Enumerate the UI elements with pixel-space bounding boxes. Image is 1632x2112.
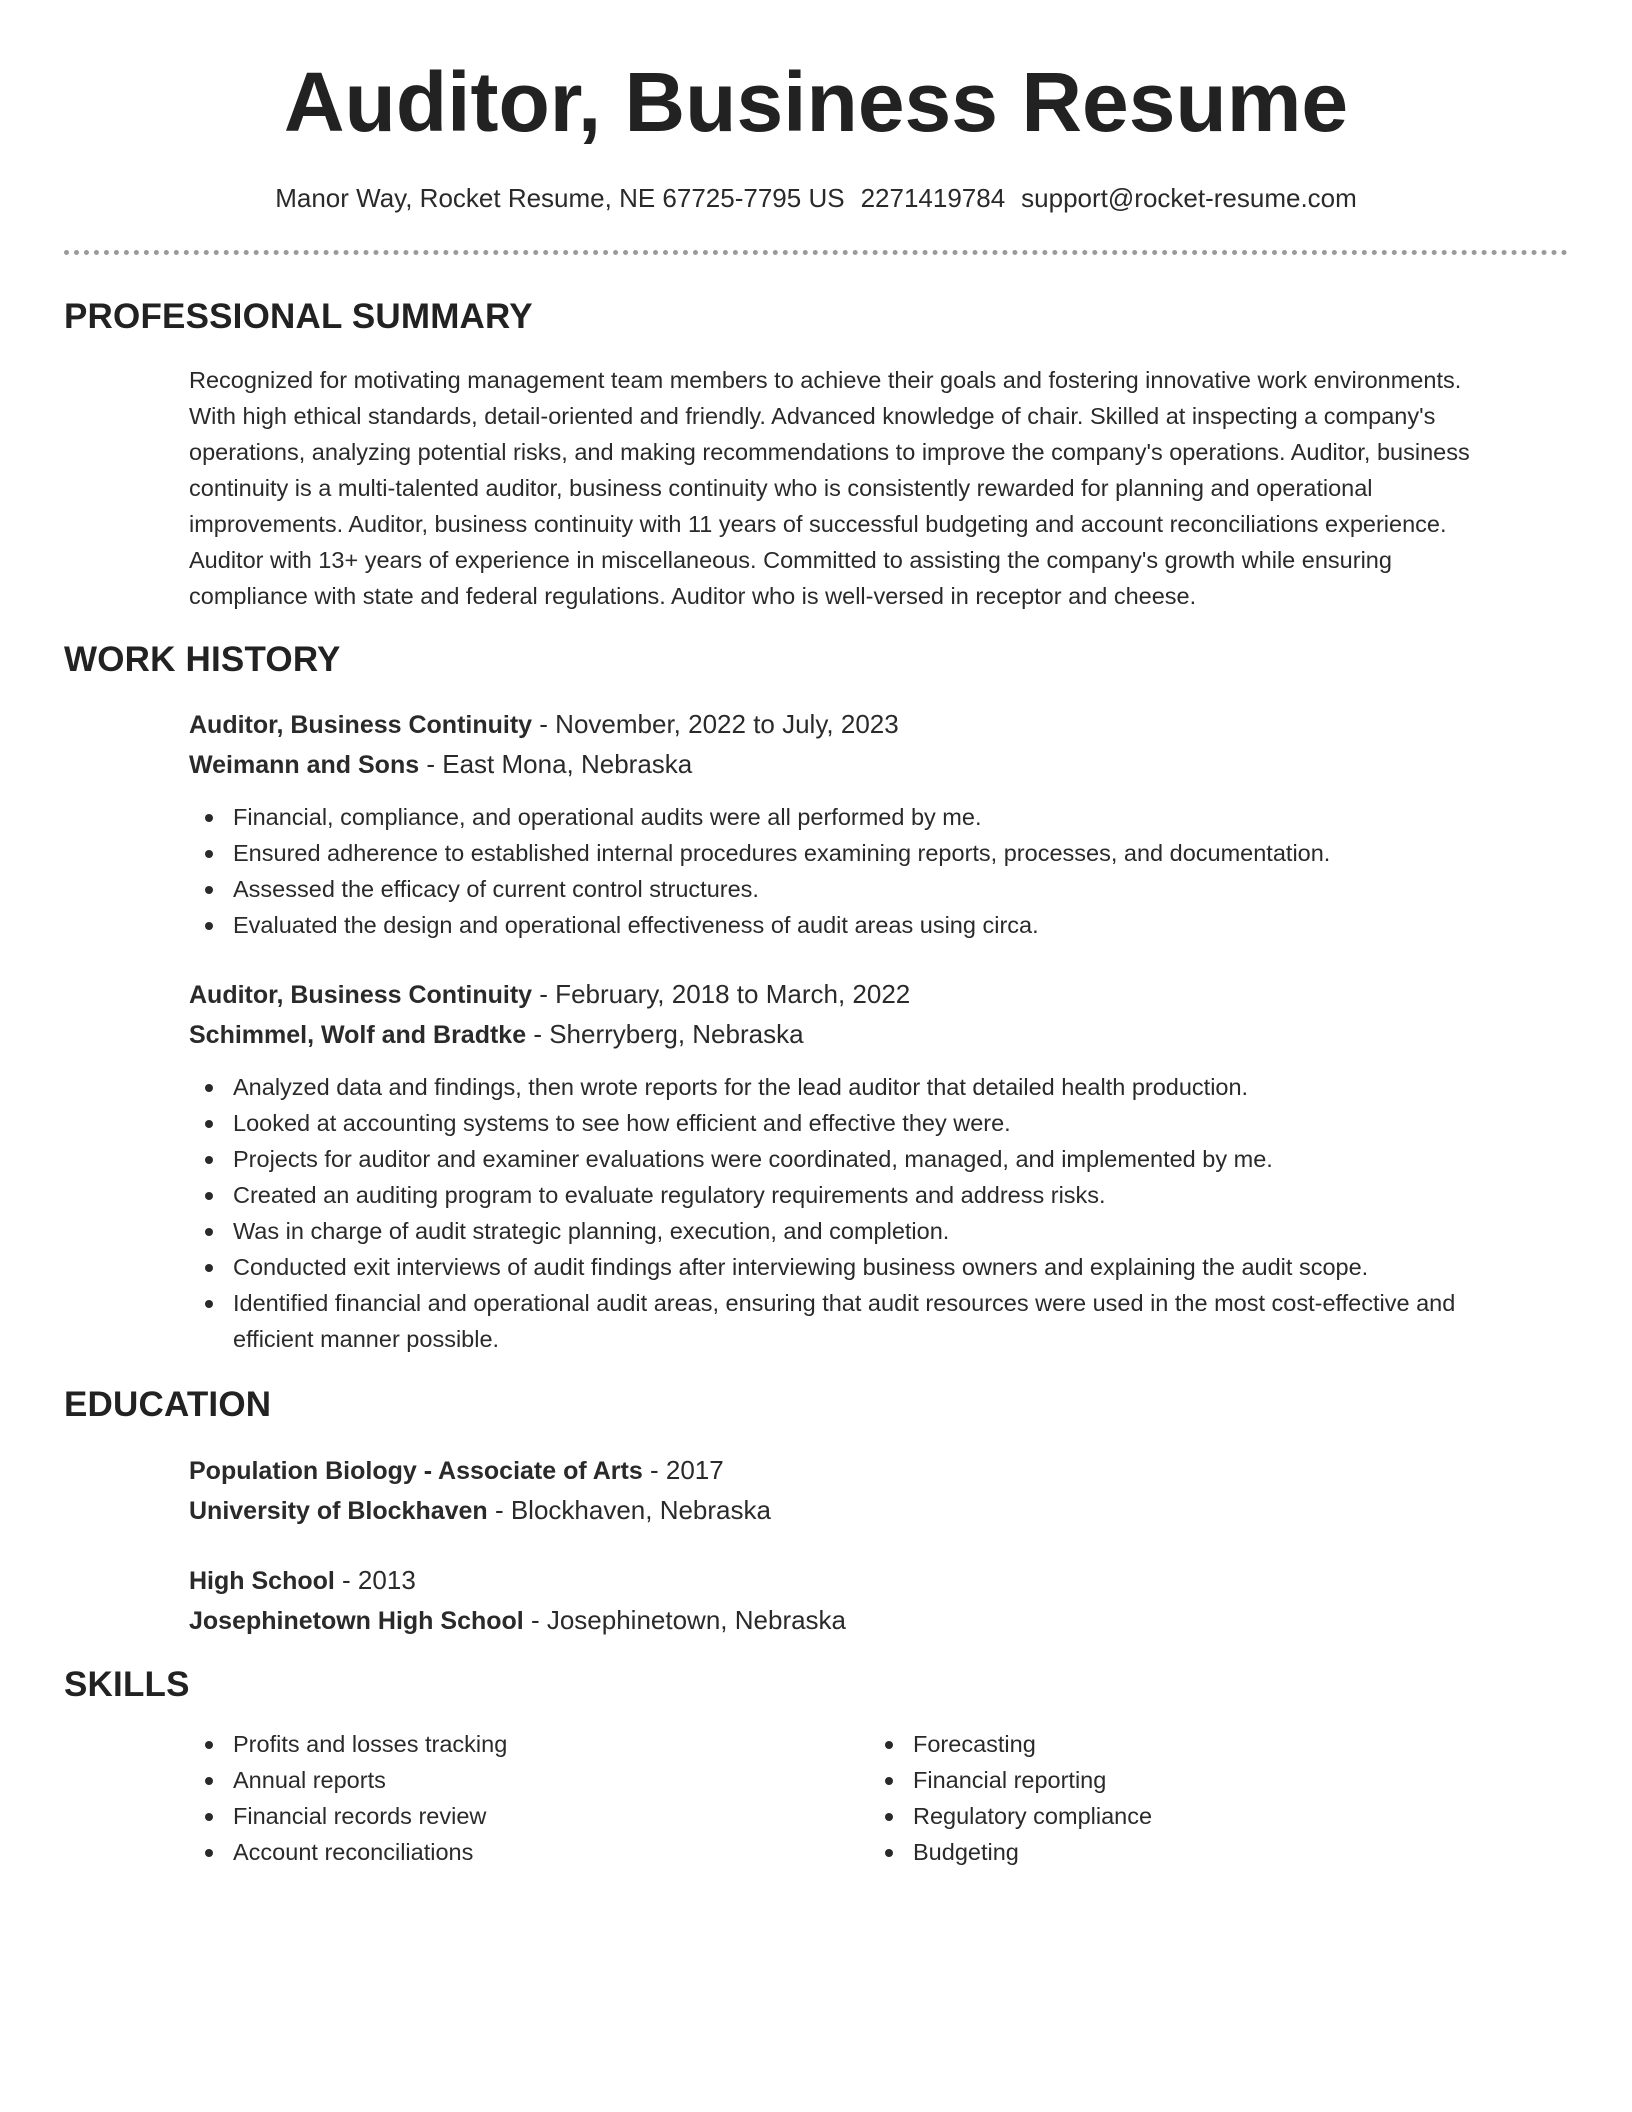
education-school: University of Blockhaven	[189, 1497, 488, 1525]
resume-title: Auditor, Business Resume	[283, 55, 1349, 149]
education-school-line	[189, 1601, 1559, 1641]
summary-line: continuity is a multi-talented auditor, business continuity who is consistently rewarded for planning and operational	[189, 475, 1373, 501]
job-title: Auditor, Business Continuity	[189, 711, 533, 739]
education-school-line	[189, 1491, 1559, 1531]
education-entry	[189, 1451, 1559, 1531]
header-divider	[64, 250, 1568, 255]
education-degree: High School	[189, 1567, 335, 1595]
list-item: Looked at accounting systems to see how efficient and effective they were.	[189, 1105, 1559, 1141]
job-dates: - February, 2018 to March, 2022	[532, 979, 911, 1009]
list-item: Projects for auditor and examiner evaluations were coordinated, managed, and implemented by me.	[189, 1141, 1559, 1177]
education-entry	[189, 1561, 1559, 1641]
contact-phone: 2271419784	[860, 183, 1006, 213]
skill-item: Forecasting	[869, 1726, 1489, 1762]
summary-paragraph	[189, 362, 1559, 614]
education-year: - 2017	[642, 1455, 724, 1485]
job-company-line	[189, 745, 1559, 785]
job-company-line	[189, 1015, 1559, 1055]
education-degree: Population Biology - Associate of Arts	[189, 1457, 643, 1485]
list-item-continuation-text: efficient manner possible.	[233, 1326, 500, 1352]
summary-line: compliance with state and federal regulations. Auditor who is well-versed in receptor and cheese.	[189, 583, 1197, 609]
education-location: - Blockhaven, Nebraska	[487, 1495, 771, 1525]
list-item: Conducted exit interviews of audit findings after interviewing business owners and explaining the audit scope.	[189, 1249, 1559, 1285]
skill-item: Profits and losses tracking	[189, 1726, 809, 1762]
skill-item: Budgeting	[869, 1834, 1489, 1870]
list-item: Analyzed data and findings, then wrote reports for the lead auditor that detailed health production.	[189, 1069, 1559, 1105]
summary-line: improvements. Auditor, business continuity with 11 years of successful budgeting and account reconciliations experience.	[189, 511, 1447, 537]
job-company: Weimann and Sons	[189, 751, 420, 779]
list-item-continuation	[189, 1321, 1559, 1357]
skills-list	[869, 1726, 1489, 1870]
section-title-work: WORK HISTORY	[64, 640, 341, 679]
skill-item: Regulatory compliance	[869, 1798, 1489, 1834]
job-entry	[189, 975, 1559, 1357]
list-item: Evaluated the design and operational effectiveness of audit areas using circa.	[189, 907, 1559, 943]
list-item: Assessed the efficacy of current control structures.	[189, 871, 1559, 907]
contact-address: Manor Way, Rocket Resume, NE 67725-7795 US	[275, 183, 845, 213]
skill-item: Financial records review	[189, 1798, 809, 1834]
job-location: - Sherryberg, Nebraska	[526, 1019, 804, 1049]
skill-item: Financial reporting	[869, 1762, 1489, 1798]
list-item: Created an auditing program to evaluate regulatory requirements and address risks.	[189, 1177, 1559, 1213]
section-title-skills: SKILLS	[64, 1665, 190, 1704]
skill-item: Account reconciliations	[189, 1834, 809, 1870]
skill-item: Annual reports	[189, 1762, 809, 1798]
skills-column-left	[189, 1726, 809, 1870]
job-bullets	[189, 1069, 1559, 1357]
summary-line: Auditor with 13+ years of experience in miscellaneous. Committed to assisting the company's growth while ensuring	[189, 547, 1392, 573]
job-entry	[189, 705, 1559, 943]
summary-line: With high ethical standards, detail-oriented and friendly. Advanced knowledge of chair. Skilled at inspecting a company's	[189, 403, 1436, 429]
job-title-line	[189, 705, 1559, 745]
job-location: - East Mona, Nebraska	[419, 749, 693, 779]
list-item: Ensured adherence to established internal procedures examining reports, processes, and documentation.	[189, 835, 1559, 871]
education-degree-line	[189, 1451, 1559, 1491]
education-year: - 2013	[334, 1565, 416, 1595]
skills-list	[189, 1726, 809, 1870]
contact-line	[0, 180, 1632, 216]
summary-line: operations, analyzing potential risks, and making recommendations to improve the company's operations. Auditor, business	[189, 439, 1470, 465]
section-title-education: EDUCATION	[64, 1385, 272, 1424]
education-degree-line	[189, 1561, 1559, 1601]
section-title-summary: PROFESSIONAL SUMMARY	[64, 297, 533, 336]
job-bullets	[189, 799, 1559, 943]
education-location: - Josephinetown, Nebraska	[523, 1605, 847, 1635]
list-item: Identified financial and operational audit areas, ensuring that audit resources were used in the most cost-effective and	[189, 1285, 1559, 1321]
list-item: Was in charge of audit strategic planning, execution, and completion.	[189, 1213, 1559, 1249]
list-item: Financial, compliance, and operational audits were all performed by me.	[189, 799, 1559, 835]
job-dates: - November, 2022 to July, 2023	[532, 709, 899, 739]
skills-column-right	[869, 1726, 1489, 1870]
contact-email: support@rocket-resume.com	[1021, 183, 1357, 213]
summary-line: Recognized for motivating management team members to achieve their goals and fostering innovative work environments.	[189, 367, 1462, 393]
education-school: Josephinetown High School	[189, 1607, 524, 1635]
job-title-line	[189, 975, 1559, 1015]
job-title: Auditor, Business Continuity	[189, 981, 533, 1009]
job-company: Schimmel, Wolf and Bradtke	[189, 1021, 527, 1049]
